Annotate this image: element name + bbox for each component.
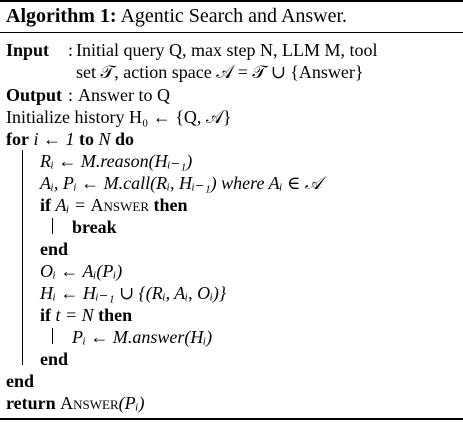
end-if-line: end bbox=[40, 239, 69, 259]
to-keyword: to bbox=[79, 129, 94, 149]
return-answer: Answer bbox=[60, 393, 119, 413]
output-keyword: Output bbox=[6, 85, 63, 105]
bottom-rule bbox=[0, 418, 463, 420]
return-arg: (Pᵢ) bbox=[118, 393, 145, 413]
answer-line: Pᵢ ← M.answer(Hᵢ) bbox=[72, 327, 213, 347]
call-line: Aᵢ, Pᵢ ← M.call(Rᵢ, Hᵢ₋₁) where Aᵢ ∈ 𝒜 bbox=[40, 173, 322, 193]
input-colon: : bbox=[68, 40, 74, 60]
input-line-1 bbox=[6, 39, 378, 61]
return-line bbox=[6, 392, 145, 414]
for-cond: i ← 1 bbox=[33, 129, 75, 149]
algorithm-caption bbox=[6, 3, 347, 29]
algorithm-title: Agentic Search and Answer. bbox=[120, 5, 348, 27]
output-colon: : bbox=[68, 85, 74, 105]
for-block-guide bbox=[22, 150, 23, 365]
if-final-line bbox=[40, 304, 132, 326]
if-answer-line bbox=[40, 194, 188, 216]
if-keyword: if bbox=[40, 195, 51, 215]
then-keyword-2: then bbox=[98, 305, 133, 325]
for-line bbox=[6, 128, 134, 150]
do-keyword: do bbox=[115, 129, 135, 149]
algorithm-label: Algorithm 1: bbox=[6, 5, 117, 27]
for-n: N bbox=[98, 129, 111, 149]
end-if-line-2: end bbox=[40, 349, 69, 369]
output-text: Answer to Q bbox=[78, 85, 170, 105]
reason-line: Rᵢ ← M.reason(Hᵢ₋₁) bbox=[40, 151, 193, 171]
if-cond-2: t = N bbox=[55, 305, 94, 325]
output-line bbox=[6, 84, 170, 106]
input-keyword: Input bbox=[6, 40, 50, 60]
end-for-line: end bbox=[6, 371, 35, 391]
title-rule bbox=[0, 32, 463, 33]
input-text-1: Initial query Q, max step N, LLM M, tool bbox=[76, 40, 378, 60]
observe-line: Oᵢ ← Aᵢ(Pᵢ) bbox=[40, 261, 123, 281]
if-cond: Aᵢ = bbox=[55, 195, 91, 215]
update-line: Hᵢ ← Hᵢ₋₁ ∪ {(Rᵢ, Aᵢ, Oᵢ)} bbox=[40, 283, 227, 303]
for-keyword: for bbox=[6, 129, 29, 149]
then-keyword: then bbox=[153, 195, 188, 215]
input-line-2: set 𝒯, action space 𝒜 = 𝒯 ∪ {Answer} bbox=[76, 62, 364, 82]
top-rule bbox=[0, 0, 463, 2]
if-keyword-2: if bbox=[40, 305, 51, 325]
return-keyword: return bbox=[6, 393, 56, 413]
break-line: break bbox=[72, 217, 117, 237]
if-block-guide-2 bbox=[52, 328, 53, 344]
init-line: Initialize history H₀ ← {Q, 𝒜} bbox=[6, 107, 232, 127]
if-answer: Answer bbox=[90, 195, 149, 215]
if-block-guide-1 bbox=[52, 218, 53, 234]
